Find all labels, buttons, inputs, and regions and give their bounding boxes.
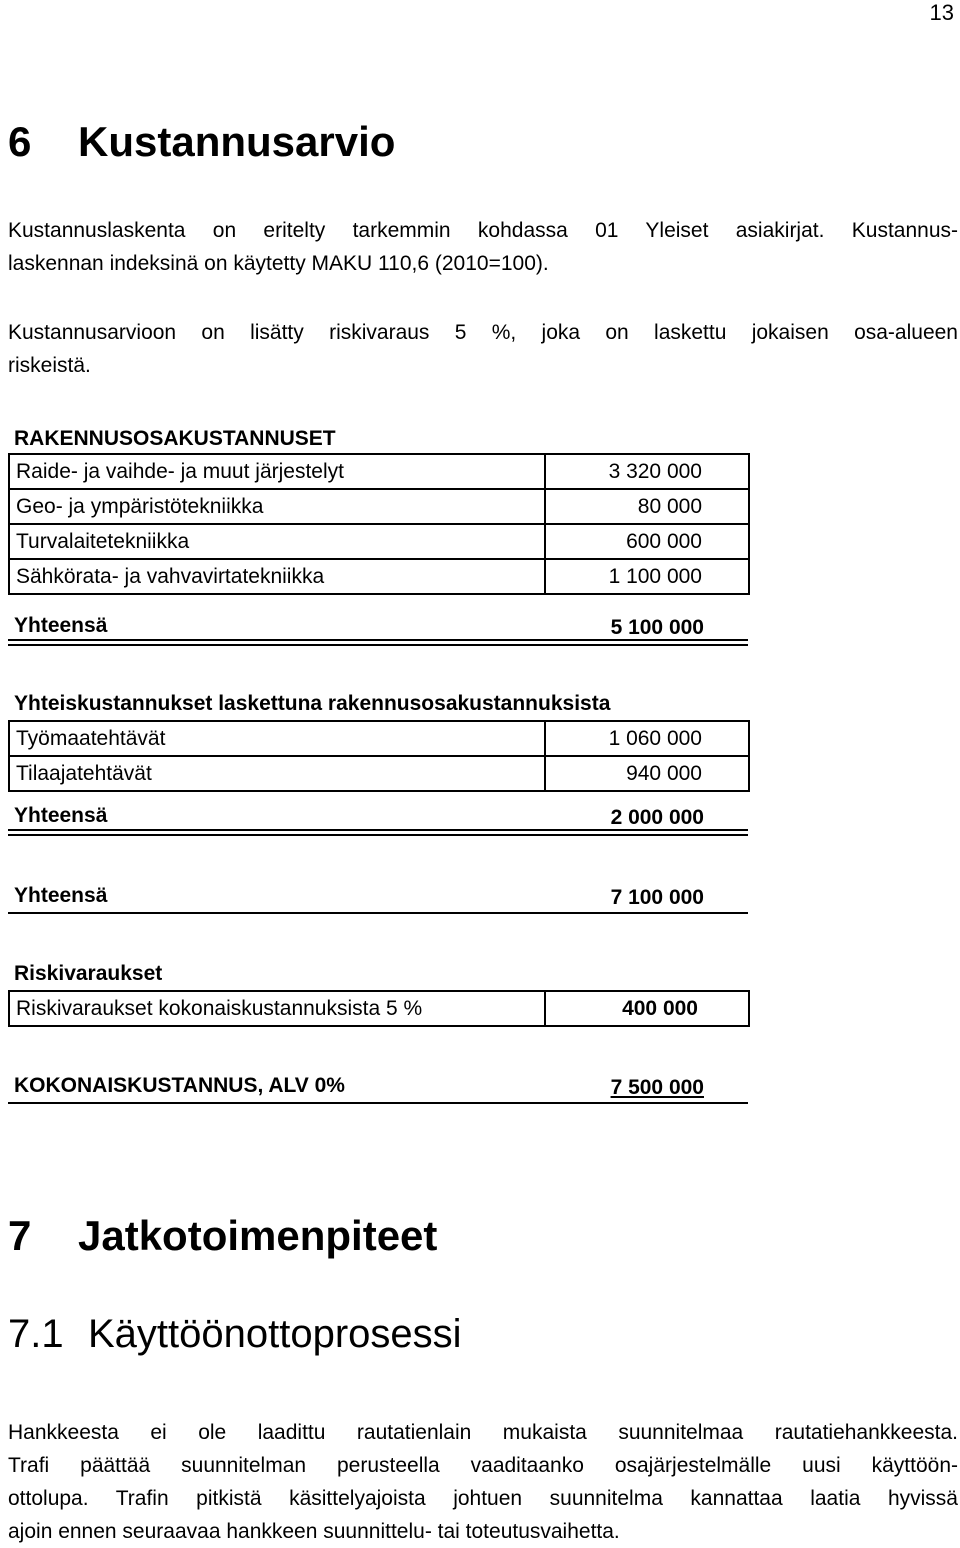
row-label: Työmaatehtävät	[9, 721, 545, 756]
section-number: 7	[8, 1212, 32, 1259]
row-label: Turvalaitetekniikka	[9, 524, 545, 559]
section-7-1-paragraph	[8, 1416, 958, 1548]
table-row	[9, 756, 749, 791]
row-value: 3 320 000	[545, 454, 749, 489]
section-title: Kustannusarvio	[78, 118, 396, 165]
double-rule	[8, 829, 748, 836]
riski-title: Riskivaraukset	[14, 962, 163, 985]
table-row	[9, 489, 749, 524]
total-label: KOKONAISKUSTANNUS, ALV 0%	[14, 1074, 345, 1097]
row-label: Sähkörata- ja vahvavirtatekniikka	[9, 559, 545, 594]
riski-table	[8, 990, 750, 1027]
section-6-heading	[8, 118, 395, 166]
rakennus-total	[8, 610, 748, 646]
intro-paragraph-2	[8, 316, 958, 382]
paragraph-line: Hankkeesta ei ole laadittu rautatienlain mukaista suunnitelmaa rautatiehankkeesta.	[8, 1421, 958, 1444]
section-title: Käyttöönottoprosessi	[88, 1312, 462, 1356]
paragraph-line: Kustannusarvioon on lisätty riskivaraus 5 %, joka on laskettu jokaisen osa-alueen	[8, 321, 958, 344]
row-value: 400 000	[545, 991, 749, 1026]
grand-total	[8, 880, 748, 916]
rakennus-table	[8, 453, 750, 595]
row-value: 80 000	[545, 489, 749, 524]
paragraph-line: riskeistä.	[8, 354, 91, 377]
rakennus-title: RAKENNUSOSAKUSTANNUSET	[14, 427, 336, 450]
table-row	[9, 991, 749, 1026]
paragraph-line: Kustannuslaskenta on eritelty tarkemmin kohdassa 01 Yleiset asiakirjat. Kustannus-	[8, 219, 958, 242]
table-row	[9, 454, 749, 489]
paragraph-line: Trafi päättää suunnitelman perusteella vaaditaanko osajärjestelmälle uusi käyttöön-	[8, 1454, 958, 1477]
paragraph-line: laskennan indeksinä on käytetty MAKU 110,6 (2010=100).	[8, 252, 549, 275]
section-number: 7.1	[8, 1312, 64, 1356]
single-rule	[8, 1102, 748, 1104]
section-7-1-heading	[8, 1312, 462, 1357]
paragraph-line: ottolupa. Trafin pitkistä käsittelyajoista johtuen suunnitelma kannattaa laatia hyvissä	[8, 1487, 958, 1510]
paragraph-line: ajoin ennen seuraavaa hankkeen suunnittelu- tai toteutusvaihetta.	[8, 1520, 620, 1543]
kokonais-total	[8, 1070, 748, 1106]
section-7-heading	[8, 1212, 437, 1260]
total-value: 5 100 000	[610, 616, 704, 639]
total-label: Yhteensä	[14, 884, 108, 907]
row-label: Riskivaraukset kokonaiskustannuksista 5 %	[9, 991, 545, 1026]
table-row	[9, 524, 749, 559]
yhteis-table	[8, 720, 750, 792]
row-label: Tilaajatehtävät	[9, 756, 545, 791]
page-number: 13	[929, 0, 954, 25]
row-value: 1 060 000	[545, 721, 749, 756]
single-rule	[8, 912, 748, 914]
total-label: Yhteensä	[14, 804, 108, 827]
row-value: 600 000	[545, 524, 749, 559]
yhteis-title: Yhteiskustannukset laskettuna rakennusosakustannuksista	[14, 692, 611, 715]
double-rule	[8, 639, 748, 646]
row-value: 940 000	[545, 756, 749, 791]
table-row	[9, 721, 749, 756]
intro-paragraph-1	[8, 214, 958, 280]
row-label: Raide- ja vaihde- ja muut järjestelyt	[9, 454, 545, 489]
row-value: 1 100 000	[545, 559, 749, 594]
total-label: Yhteensä	[14, 614, 108, 637]
total-value: 7 100 000	[610, 886, 704, 909]
table-row	[9, 559, 749, 594]
total-value: 7 500 000	[610, 1076, 704, 1099]
row-label: Geo- ja ympäristötekniikka	[9, 489, 545, 524]
section-title: Jatkotoimenpiteet	[78, 1212, 438, 1259]
yhteis-total	[8, 800, 748, 836]
total-value: 2 000 000	[610, 806, 704, 829]
section-number: 6	[8, 118, 32, 165]
